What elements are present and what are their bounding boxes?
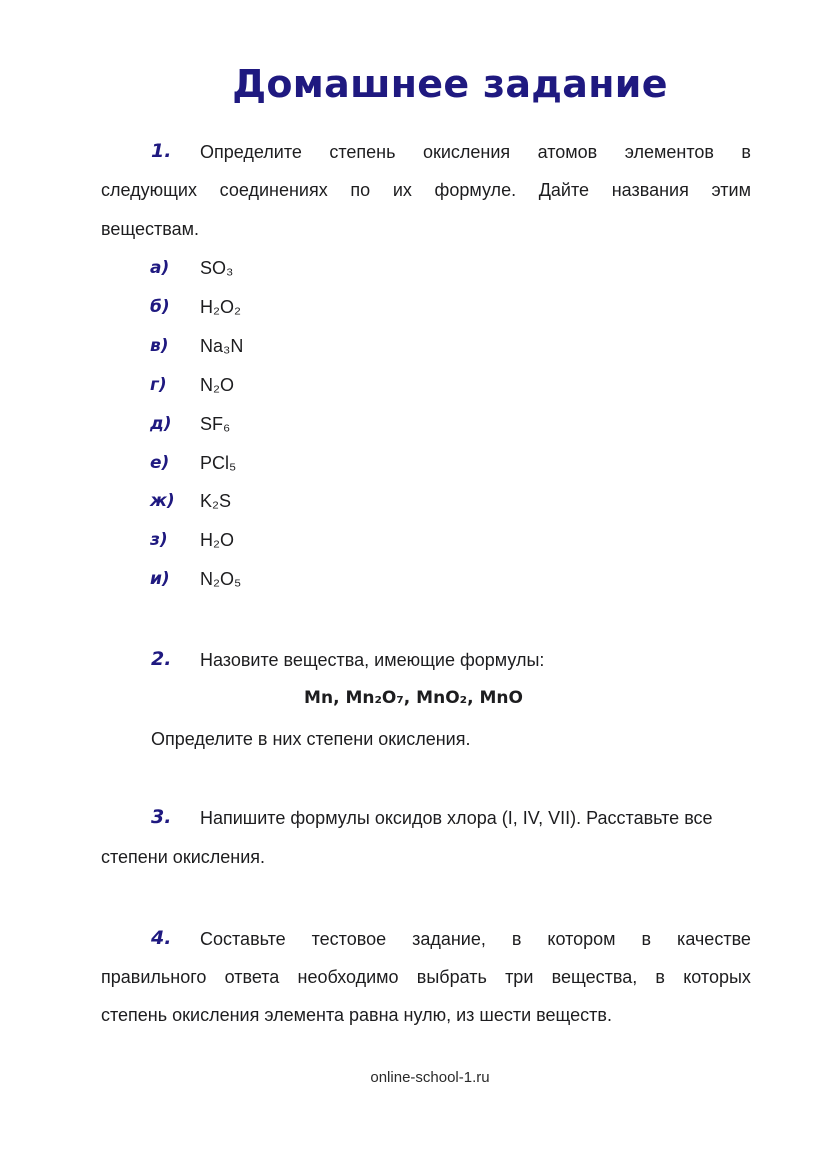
task-2-text: Назовите вещества, имеющие формулы: xyxy=(200,650,545,670)
item-letter: и) xyxy=(150,569,170,589)
item-formula: Na₃N xyxy=(200,336,244,356)
item-formula: H₂O₂ xyxy=(200,297,241,317)
word: вещества, xyxy=(551,967,638,987)
task-1-line-3: веществам. xyxy=(101,219,199,239)
word: формуле. xyxy=(434,180,517,200)
word: три xyxy=(505,967,534,987)
word: Определите xyxy=(200,142,302,162)
word: котором xyxy=(547,929,616,949)
word: задание, xyxy=(412,929,486,949)
task-3-line-1: Напишите формулы оксидов хлора (I, IV, VII). Расставьте все xyxy=(200,808,713,828)
item-letter: е) xyxy=(150,453,170,473)
task-2-number: 2. xyxy=(151,648,172,670)
item-letter: з) xyxy=(150,530,168,550)
word: этим xyxy=(711,180,751,200)
word: элементов xyxy=(624,142,714,162)
task-3-number: 3. xyxy=(151,806,172,828)
word: необходимо xyxy=(297,967,399,987)
word: в xyxy=(511,929,522,949)
word: в xyxy=(741,142,751,162)
item-letter: д) xyxy=(150,414,172,434)
task-1-line-2 xyxy=(101,179,751,201)
item-formula: N₂O xyxy=(200,375,234,395)
item-formula: N₂O₅ xyxy=(200,569,242,589)
task-2-text-2: Определите в них степени окисления. xyxy=(151,729,471,749)
word: правильного xyxy=(101,967,207,987)
item-formula: K₂S xyxy=(200,491,231,511)
task-3-line-2: степени окисления. xyxy=(101,847,266,867)
task-1-line-1 xyxy=(200,141,751,163)
word: следующих xyxy=(101,180,197,200)
word: которых xyxy=(683,967,751,987)
word: названия xyxy=(611,180,689,200)
word: их xyxy=(392,180,412,200)
page-title: Домашнее задание xyxy=(232,62,668,106)
word: качестве xyxy=(677,929,751,949)
word: окисления xyxy=(422,142,511,162)
word: в xyxy=(641,929,652,949)
item-formula: PCl₅ xyxy=(200,453,237,473)
word: Дайте xyxy=(538,180,590,200)
word: ответа xyxy=(224,967,280,987)
task-1-number: 1. xyxy=(151,140,172,162)
item-formula: SF₆ xyxy=(200,414,231,434)
item-letter: ж) xyxy=(150,491,175,511)
item-letter: в) xyxy=(150,336,169,356)
footer-source: online-school-1.ru xyxy=(370,1069,490,1086)
word: выбрать xyxy=(416,967,487,987)
item-letter: б) xyxy=(150,297,170,317)
word: по xyxy=(350,180,371,200)
item-formula: H₂O xyxy=(200,530,234,550)
word: степень xyxy=(329,142,396,162)
item-letter: г) xyxy=(150,375,167,395)
word: Составьте xyxy=(200,929,286,949)
item-formula: SO₃ xyxy=(200,258,234,278)
task-4-number: 4. xyxy=(151,927,172,949)
task-4-line-2 xyxy=(101,966,751,988)
word: в xyxy=(655,967,665,987)
word: соединениях xyxy=(219,180,328,200)
word: тестовое xyxy=(311,929,387,949)
word: атомов xyxy=(537,142,598,162)
task-4-line-3: степень окисления элемента равна нулю, из шести веществ. xyxy=(101,1005,612,1025)
task-2-formulas: Mn, Mn₂O₇, MnO₂, MnO xyxy=(304,688,523,708)
task-4-line-1 xyxy=(200,928,751,950)
item-letter: а) xyxy=(150,258,170,278)
